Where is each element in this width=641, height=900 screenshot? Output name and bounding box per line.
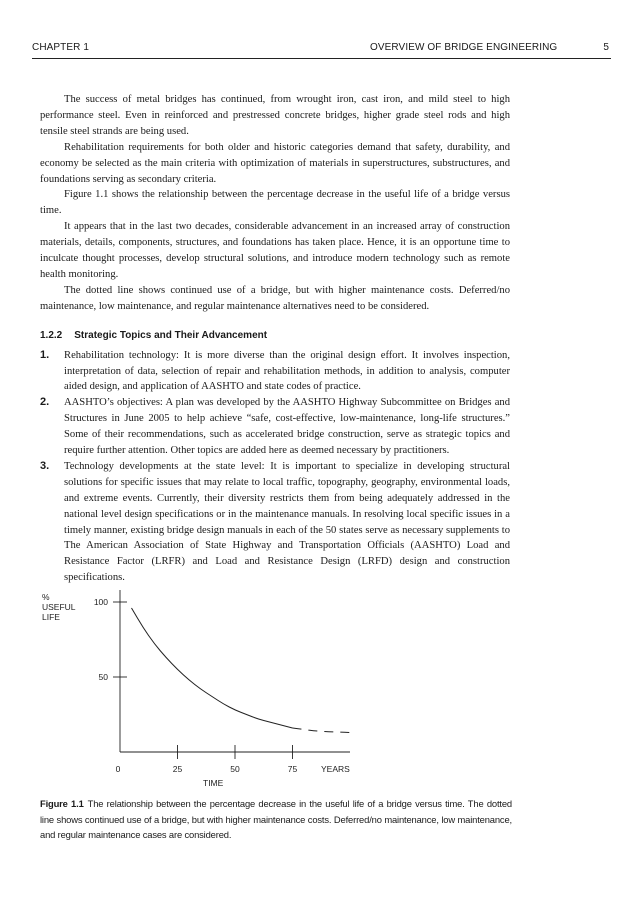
paragraph: The success of metal bridges has continued, from wrought iron, cast iron, and mild steel to high performance steel. Even in reinforced and prestressed concrete bridges, higher grade steel rods and high tensile steel strands are being used. <box>40 94 510 137</box>
paragraph: The dotted line shows continued use of a bridge, but with higher maintenance costs. Deferred/no maintenance, low maintenance, and regular maintenance alternatives need to be considered. <box>40 284 510 312</box>
list-item-number: 1. <box>40 348 50 361</box>
figure-caption <box>40 796 512 843</box>
paragraph: Figure 1.1 shows the relationship between the percentage decrease in the useful life of a bridge versus time. <box>40 189 510 217</box>
y-tick-label: 100 <box>93 597 108 607</box>
list-item-number: 3. <box>40 459 50 472</box>
section-heading <box>40 328 510 344</box>
x-axis-label: TIME <box>203 778 224 788</box>
y-axis-label-line: USEFUL <box>42 602 76 612</box>
list-item-text: Technology developments at the state level: It is important to specialize in developing structural solutions for specific issues that may relate to local traffic, topography, geography, environmental loads, and extreme events. Currently, their diversity restricts them from being adequately addressed in the national level design specifications or in the maintenance manuals. In resolving local specific issues in a timely manner, existing bridge design manuals in each of the 50 states serve as necessary supplements to The American Association of State Highway and Transportation Officials (AASHTO) Load and Resistance Factor (LRFR) and Load and Resistance Design (LRFD) design and construction specifications. <box>64 460 510 584</box>
list-item-text: AASHTO’s objectives: A plan was developed by the AASHTO Highway Subcommittee on Bridges and Structures in June 2005 to help achieve “safe, cost-effective, low-maintenance, long-life structures.” Some of their recommendations, such as accelerated bridge construction, serve as strategic topics and require further attention. Other topics are added here as deemed necessary by practitioners. <box>64 397 510 457</box>
list-item-text: Rehabilitation technology: It is more diverse than the original design effort. It involves inspection, interpretation of data, selection of repair and rehabilitation methods, in addition to analysis, computer aided design, and application of AASHTO and state codes of practice. <box>64 349 510 393</box>
strategic-topics-list <box>40 348 510 587</box>
useful-life-chart <box>40 590 370 795</box>
x-unit-label: YEARS <box>321 764 350 774</box>
figure-1-1 <box>40 590 370 795</box>
y-axis-label-line: % <box>42 592 50 602</box>
chapter-title: OVERVIEW OF BRIDGE ENGINEERING <box>370 42 558 53</box>
chapter-label: CHAPTER 1 <box>32 42 90 53</box>
body-text <box>40 92 510 586</box>
section-number: 1.2.2 <box>40 329 63 341</box>
y-axis-label-line: LIFE <box>42 612 60 622</box>
continued-use-dashed-line <box>293 728 351 733</box>
list-item <box>40 395 510 459</box>
caption-label: Figure 1.1 <box>40 798 84 809</box>
list-item <box>40 459 510 586</box>
paragraph: It appears that in the last two decades, considerable advancement in an increased array of construction materials, details, components, structures, and foundations has taken place. Hence, it is an opportune time to inculcate thought processes, develop structural solutions, and introduce modern technology such as remote health monitoring. <box>40 221 510 280</box>
x-tick-label: 75 <box>287 764 298 774</box>
useful-life-curve <box>132 608 293 728</box>
section-title: Strategic Topics and Their Advancement <box>74 329 268 341</box>
x-tick-label: 0 <box>115 764 121 774</box>
paragraph: Rehabilitation requirements for both older and historic categories demand that safety, durability, and economy be selected as the main criteria with optimization of materials in superstructures, substructures, and foundations serving as secondary criteria. <box>40 141 510 185</box>
x-tick-label: 25 <box>172 764 183 774</box>
y-tick-label: 50 <box>98 672 108 682</box>
running-header <box>32 38 611 59</box>
page-number: 5 <box>603 42 609 53</box>
x-tick-label: 50 <box>230 764 240 774</box>
caption-text: The relationship between the percentage decrease in the useful life of a bridge versus time. The dotted line shows continued use of a bridge, but with higher maintenance costs. Deferred/no maintenance, low maintenance, and regular maintenance cases are considered. <box>40 798 512 841</box>
list-item <box>40 348 510 396</box>
list-item-number: 2. <box>40 396 50 409</box>
